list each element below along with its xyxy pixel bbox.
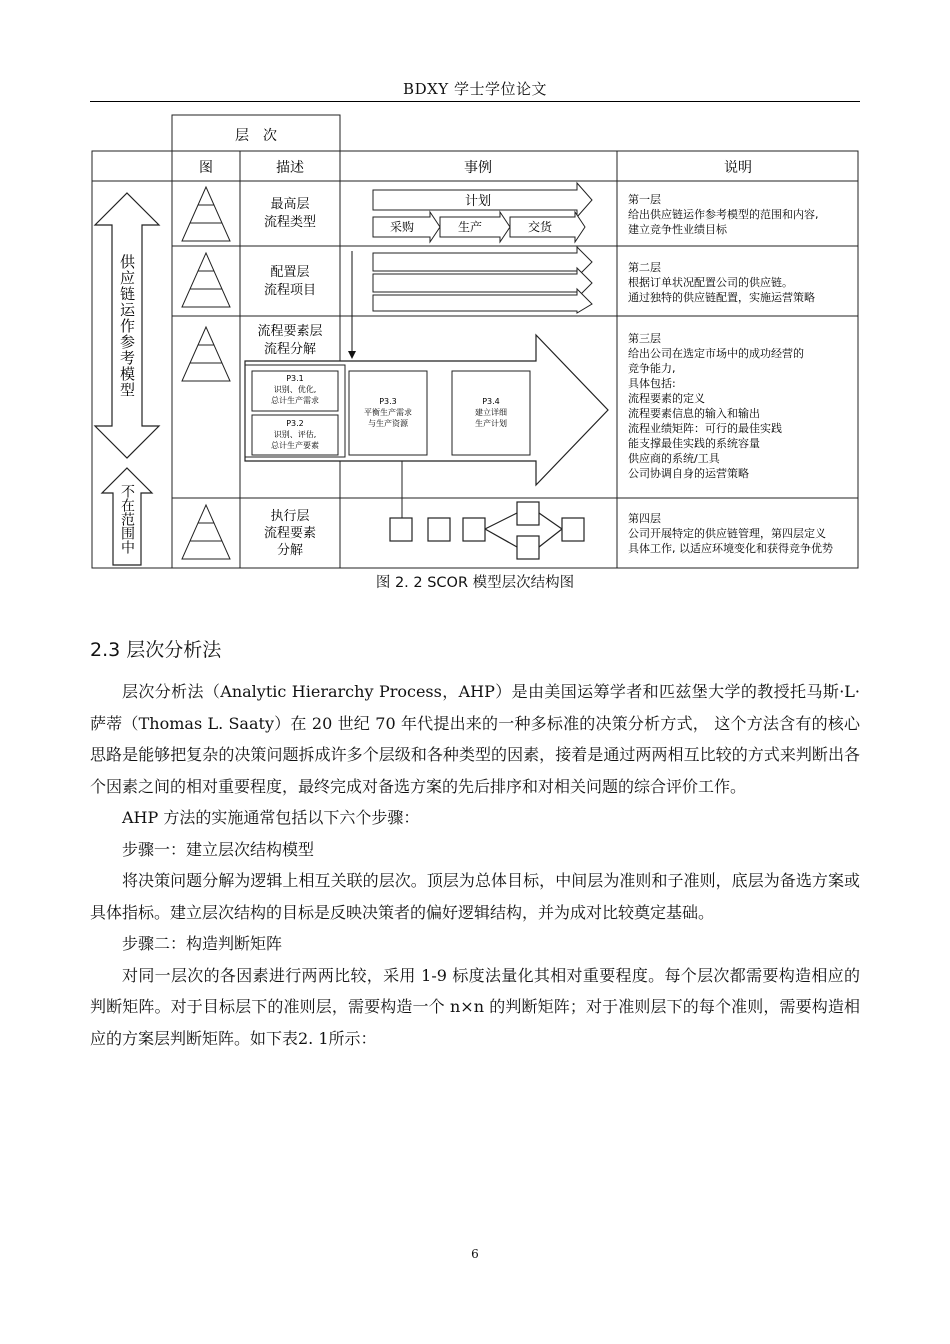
p33-line3: 与生产资源 [368,419,408,428]
p32-title: P3.2 [286,419,304,428]
row3-explanation-1: 第三层 [628,332,661,345]
pyramid-icon [182,253,230,307]
row1-description-1: 最高层 [270,197,310,212]
pyramid-icon [182,327,230,381]
row3-explanation-4: 具体包括: [628,377,676,390]
running-header: BDXY 学士学位论文 [403,80,547,98]
scor-figure [90,113,862,573]
row3-explanation-10: 公司协调自身的运营策略 [628,467,749,480]
p34-line3: 生产计划 [475,419,507,428]
row3-explanation-5: 流程要素的定义 [628,392,705,405]
row3-explanation-7: 流程业绩矩阵：可行的最佳实践 [628,422,782,435]
p32-line3: 总计生产要素 [271,441,319,450]
make-label: 生产 [457,220,483,234]
row4-explanation-1: 第四层 [628,512,661,525]
plan-label: 计划 [464,194,492,209]
row3-description-2: 流程分解 [263,342,317,357]
p31-line2: 识别、优化, [273,385,317,394]
row2-explanation-2: 根据订单状况配置公司的供应链。 [628,276,793,289]
col-header-diagram: 图 [199,160,213,176]
page-number: 6 [471,1247,479,1261]
row4-explanation-2: 公司开展特定的供应链管理，第四层定义 [628,527,826,540]
scope-label: 供应链运作参考模型 [118,254,136,398]
col-header-explanation: 说明 [724,160,752,176]
row4-description-3: 分解 [276,543,304,558]
step-heading: 步骤一：建立层次结构模型 [122,839,315,859]
row3-description-1: 流程要素层 [257,324,323,339]
row3-explanation-9: 供应商的系统/工具 [628,452,720,465]
row4-explanation-3: 具体工作, 以适应环境变化和获得竞争优势 [628,542,833,555]
explanation-row1 [628,193,819,236]
step-heading: 步骤二：构造判断矩阵 [122,934,283,953]
row2-explanation-3: 通过独特的供应链配置，实施运营策略 [628,291,815,304]
paragraph: 层次分析法（Analytic Hierarchy Process，AHP）是由美国运筹学者和匹兹堡大学的教授托马斯·L·萨蒂（Thomas L. Saaty）在 20 世纪 70 年代提出来的一种多标准的决策分析方式， 这个方法含有的核心思路是能够把复杂的决策问题拆成许多个层级和各种类型的因素，接着是通过两两相互比较的方式来判断出各个因素之间的相对重要程度，最终完成对备选方案的先后排序和对相关问题的综合评价工作。 [90,682,860,796]
paragraph: AHP 方法的实施通常包括以下六个步骤： [122,808,420,827]
row4-description-2: 流程要素 [263,526,317,541]
figure-caption: 图 2. 2 SCOR 模型层次结构图 [375,575,575,591]
level-header: 层 次 [235,128,277,144]
header-rule [90,101,860,102]
p34-line2: 建立详细 [475,408,507,417]
p33-line2: 平衡生产需求 [364,408,412,417]
paragraph: 对同一层次的各因素进行两两比较，采用 1-9 标度法量化其相对重要程度。每个层次都需要构造相应的判断矩阵。对于目标层下的准则层，需要构造一个 n×n 的判断矩阵；对于准则层下的每个准则，需要构造相应的方案层判断矩阵。如下表2. 1所示： [90,965,860,1048]
p32-line2: 识别、评估, [273,430,317,439]
p33-title: P3.3 [379,397,397,406]
p34-title: P3.4 [482,397,500,406]
pyramid-icon [182,187,230,241]
p31-title: P3.1 [286,374,304,383]
row3-explanation-2: 给出公司在选定市场中的成功经营的 [628,347,804,360]
explanation-row2 [628,261,815,304]
row1-explanation-2: 给出供应链运作参考模型的范围和内容, [628,208,819,221]
row3-explanation-8: 能支撑最佳实践的系统容量 [628,437,760,450]
row4-description-1: 执行层 [270,509,310,524]
row1-description-2: 流程类型 [263,215,317,230]
p31-line3: 总计生产需求 [271,396,319,405]
row1-explanation-3: 建立竞争性业绩目标 [628,223,727,236]
configuration-arrows [373,247,592,313]
row2-description-1: 配置层 [270,265,310,280]
execution-flow [390,502,584,559]
source-label: 采购 [389,220,415,234]
row1-explanation-1: 第一层 [628,193,661,206]
explanation-row3 [628,332,804,480]
col-header-example: 事例 [464,160,492,176]
body-text [90,676,860,1054]
paragraph: 将决策问题分解为逻辑上相互关联的层次。顶层为总体目标，中间层为准则和子准则，底层为备选方案或具体指标。建立层次结构的目标是反映决策者的偏好逻辑结构，并为成对比较奠定基础。 [90,871,860,922]
col-header-description: 描述 [276,160,304,176]
section-title: 2.3 层次分析法 [90,639,222,661]
explanation-row4 [628,512,833,555]
pyramid-icon [182,505,230,559]
out-of-scope-label: 不在范围中 [119,484,135,554]
row3-explanation-3: 竞争能力, [628,362,676,375]
figure-grid [92,115,858,568]
row3-explanation-6: 流程要素信息的输入和输出 [628,407,760,420]
deliver-label: 交货 [527,220,553,234]
row2-explanation-1: 第二层 [628,261,661,274]
row2-description-2: 流程项目 [263,283,317,298]
